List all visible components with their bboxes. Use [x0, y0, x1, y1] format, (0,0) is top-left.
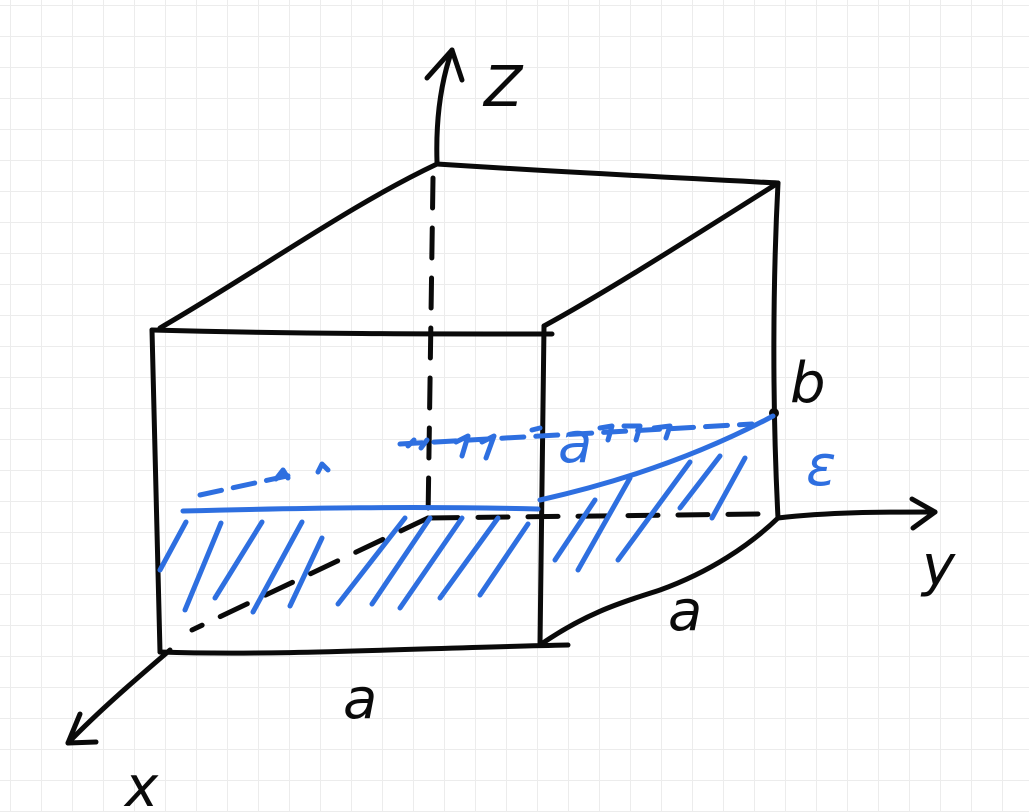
fill-level-label: a: [558, 411, 593, 476]
x-axis: [68, 650, 170, 743]
box-top-face: [160, 164, 778, 328]
z-axis-label: Z: [484, 55, 523, 120]
y-axis-label: y: [922, 534, 956, 599]
z-axis: [427, 50, 462, 162]
front-width-label: a: [343, 667, 378, 732]
x-axis-label: x: [125, 755, 159, 812]
height-label-b: b: [790, 351, 826, 416]
epsilon-label: ε: [806, 434, 837, 499]
depth-label: a: [668, 579, 703, 644]
y-axis: [778, 499, 935, 528]
